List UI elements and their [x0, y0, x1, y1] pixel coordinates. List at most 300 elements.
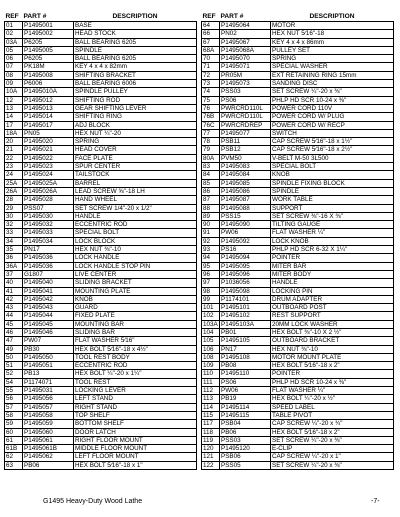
description-cell: LOCK BLOCK: [74, 237, 197, 245]
part-number-cell: PS06: [220, 96, 271, 104]
ref-cell: 98: [202, 287, 220, 295]
ref-cell: 105: [202, 337, 220, 345]
description-cell: SET SCREW ⅜"-16 X ⅜": [271, 212, 394, 220]
description-cell: HEX BOLT ¼"-20 x 1¼": [74, 370, 197, 378]
table-row: [5, 171, 197, 179]
part-number-cell: PSB04: [220, 420, 271, 428]
part-number-cell: P1495061: [23, 436, 74, 444]
part-number-cell: P1495077: [220, 129, 271, 137]
part-number-cell: P1495022: [23, 154, 74, 162]
part-number-cell: PSB11: [220, 138, 271, 146]
description-cell: TAILSTOCK: [74, 171, 197, 179]
part-number-cell: PB19: [220, 395, 271, 403]
description-cell: SET SCREW 1/4"-20 x 1/2": [74, 204, 197, 212]
ref-cell: 59: [5, 420, 23, 428]
part-number-cell: P1495025A: [23, 179, 74, 187]
table-row: [5, 387, 197, 395]
description-cell: HEX NUT ⅜"-10: [271, 345, 394, 353]
part-number-cell: PSS03: [220, 88, 271, 96]
table-row: [202, 171, 394, 179]
description-cell: SET SCREW ¼"-20 x ⅜": [271, 436, 394, 444]
table-row: [202, 121, 394, 129]
part-number-cell: PS16: [220, 246, 271, 254]
table-row: [5, 304, 197, 312]
part-number-cell: P1495043: [23, 304, 74, 312]
ref-cell: 89: [202, 212, 220, 220]
description-cell: KEY 4 x 4 x 82mm: [74, 63, 197, 71]
table-row: [5, 353, 197, 361]
table-row: [202, 96, 394, 104]
parts-table-left: [4, 13, 197, 470]
part-number-cell: P6205: [23, 55, 74, 63]
ref-cell: 13: [5, 104, 23, 112]
table-row: [5, 204, 197, 212]
part-number-cell: P1495057: [23, 403, 74, 411]
table-row: [202, 387, 394, 395]
ref-cell: 75: [202, 96, 220, 104]
ref-cell: 78: [202, 138, 220, 146]
description-cell: BASE: [74, 22, 197, 30]
table-row: [5, 262, 197, 270]
description-cell: POINTER: [271, 370, 394, 378]
part-number-cell: P1495088: [220, 204, 271, 212]
ref-cell: 36: [5, 254, 23, 262]
part-number-cell: PN17: [220, 345, 271, 353]
ref-cell: 49: [5, 345, 23, 353]
description-cell: LOCK HANDLE: [74, 254, 197, 262]
description-cell: MOUNTING BAR: [74, 320, 197, 328]
table-row: [202, 270, 394, 278]
ref-cell: 17: [5, 121, 23, 129]
part-number-cell: P1495008: [23, 71, 74, 79]
table-row: [202, 287, 394, 295]
part-number-cell: P1495005: [23, 46, 74, 54]
part-number-cell: P1495013: [23, 104, 74, 112]
part-number-cell: P1495105: [220, 337, 271, 345]
part-number-cell: P1495092: [220, 237, 271, 245]
ref-cell: 111: [202, 378, 220, 386]
part-number-cell: P1495046: [23, 328, 74, 336]
ref-cell: 118: [202, 428, 220, 436]
table-row: [202, 30, 394, 38]
table-row: [202, 312, 394, 320]
table-row: [202, 436, 394, 444]
table-row: [202, 362, 394, 370]
table-row: [5, 295, 197, 303]
part-number-cell: P1495014: [23, 113, 74, 121]
part-number-cell: P1174071: [23, 378, 74, 386]
part-number-header: PART #: [23, 13, 47, 20]
description-cell: POWER CORD W/ PLUG: [271, 113, 394, 121]
part-number-cell: PWRCRD110L: [220, 113, 271, 121]
part-number-cell: P1495050: [23, 353, 74, 361]
ref-cell: 55: [5, 387, 23, 395]
ref-cell: 18A: [5, 129, 23, 137]
ref-cell: 46: [5, 328, 23, 336]
description-cell: HEX BOLT 5⁄16"-18 x 4½": [74, 345, 197, 353]
part-number-cell: PN02: [220, 30, 271, 38]
table-row: [202, 295, 394, 303]
table-row: [202, 187, 394, 195]
table-row: [202, 22, 394, 30]
description-cell: HEX BOLT ⅜"-10 X 2 ½": [271, 328, 394, 336]
table-row: [5, 221, 197, 229]
ref-cell: 23: [5, 163, 23, 171]
ref-cell: 77: [202, 129, 220, 137]
ref-cell: 73: [202, 80, 220, 88]
description-cell: GEAR SHIFTING LEVER: [74, 104, 197, 112]
ref-cell: 28: [5, 196, 23, 204]
description-cell: LOCKING LEVER: [74, 387, 197, 395]
ref-cell: 64: [202, 22, 220, 30]
ref-cell: 58: [5, 411, 23, 419]
ref-cell: 30: [5, 212, 23, 220]
description-cell: SPECIAL WASHER: [271, 63, 394, 71]
part-number-cell: P1495064: [220, 22, 271, 30]
description-cell: SLIDING BAR: [74, 328, 197, 336]
description-cell: SPINDLE: [271, 187, 394, 195]
ref-cell: 26A: [5, 187, 23, 195]
part-number-cell: PWRCRDREP: [220, 121, 271, 129]
part-number-cell: PB06: [23, 461, 74, 469]
description-cell: V-BELT M-50 3L500: [271, 154, 394, 162]
part-number-cell: P1495023: [23, 163, 74, 171]
ref-cell: 62: [5, 453, 23, 461]
ref-cell: 61: [5, 436, 23, 444]
part-number-cell: PB01: [220, 328, 271, 336]
ref-cell: 47: [5, 337, 23, 345]
ref-cell: 01: [5, 22, 23, 30]
description-cell: LEFT STAND: [74, 395, 197, 403]
ref-cell: 54: [5, 378, 23, 386]
ref-cell: 72: [202, 71, 220, 79]
parts-table-right: [201, 13, 394, 470]
description-cell: MOTOR MOUNT PLATE: [271, 353, 394, 361]
ref-cell: 34: [5, 237, 23, 245]
description-cell: HANDLE: [74, 212, 197, 220]
table-row: [5, 146, 197, 154]
part-number-cell: P1174101: [220, 295, 271, 303]
ref-cell: 88: [202, 204, 220, 212]
table-row: [202, 154, 394, 162]
description-cell: HEAD STOCK: [74, 30, 197, 38]
table-row: [202, 411, 394, 419]
table-row: [5, 113, 197, 121]
ref-cell: 74: [202, 88, 220, 96]
description-cell: REST SUPPORT: [271, 312, 394, 320]
ref-cell: 103A: [203, 320, 218, 328]
ref-cell: 60: [5, 428, 23, 436]
table-row: [5, 55, 197, 63]
part-number-cell: PSS05: [220, 461, 271, 469]
part-number-cell: PSB06: [220, 453, 271, 461]
part-number-cell: PR05M: [220, 71, 271, 79]
description-cell: SPEED LABEL: [271, 403, 394, 411]
description-cell: BALL BEARING 6205: [74, 55, 197, 63]
description-header: DESCRIPTION: [309, 13, 355, 20]
ref-cell: 71: [202, 63, 220, 71]
ref-cell: 115: [202, 411, 220, 419]
table-row: [202, 179, 394, 187]
description-cell: LEFT FLOOR MOUNT: [74, 453, 197, 461]
ref-cell: 08: [5, 71, 23, 79]
ref-cell: 42: [5, 295, 23, 303]
table-row: [202, 370, 394, 378]
table-row: [5, 420, 197, 428]
part-number-cell: P1495028: [23, 196, 74, 204]
description-cell: BOTTOM SHELF: [74, 420, 197, 428]
part-number-cell: P1495086: [220, 187, 271, 195]
ref-cell: 91: [202, 229, 220, 237]
parts-table-right-body: [202, 22, 394, 470]
table-row: [202, 395, 394, 403]
part-number-cell: PB13: [23, 370, 74, 378]
description-cell: HEX NUT ⅜"-10: [74, 246, 197, 254]
part-number-cell: P1495085: [220, 179, 271, 187]
part-number-cell: P1495090: [220, 221, 271, 229]
ref-cell: 03A: [5, 38, 23, 46]
part-number-cell: P1495024: [23, 171, 74, 179]
table-row: [5, 270, 197, 278]
description-cell: LEAD SCREW ⅝"-18 LH: [74, 187, 197, 195]
ref-cell: 119: [202, 436, 220, 444]
table-row: [202, 88, 394, 96]
ref-cell: 83: [202, 163, 220, 171]
part-number-cell: P1495034: [23, 237, 74, 245]
part-number-cell: P1495044: [23, 312, 74, 320]
description-cell: SPINDLE PULLEY: [74, 88, 197, 96]
part-number-cell: P1495042: [23, 295, 74, 303]
description-header: DESCRIPTION: [112, 13, 158, 20]
description-cell: LOCKING PIN: [271, 287, 394, 295]
description-cell: SET SCREW ¼"-20 x ⅜": [271, 461, 394, 469]
table-row: [5, 30, 197, 38]
description-cell: GUARD: [74, 304, 197, 312]
table-header-row: [5, 13, 197, 22]
ref-cell: 99: [202, 295, 220, 303]
table-row: [5, 46, 197, 54]
table-row: [5, 461, 197, 469]
part-number-cell: P1495036: [23, 254, 74, 262]
ref-cell: 95: [202, 262, 220, 270]
part-number-header: PART #: [220, 13, 244, 20]
ref-cell: 87: [202, 196, 220, 204]
ref-cell: 76: [202, 104, 220, 112]
table-row: [202, 63, 394, 71]
table-row: [202, 403, 394, 411]
description-cell: HEX BOLT 5⁄16"-18 x 2": [271, 362, 394, 370]
ref-cell: 21: [5, 146, 23, 154]
table-row: [202, 246, 394, 254]
table-row: [5, 403, 197, 411]
part-number-cell: P1495058: [23, 411, 74, 419]
description-cell: DOOR LATCH: [74, 428, 197, 436]
ref-cell: 20: [5, 138, 23, 146]
ref-cell: 70: [202, 55, 220, 63]
part-number-cell: P1495017: [23, 121, 74, 129]
table-row: [202, 71, 394, 79]
table-row: [5, 312, 197, 320]
ref-cell: 40: [5, 279, 23, 287]
table-row: [5, 88, 197, 96]
part-number-cell: PN17: [23, 246, 74, 254]
ref-cell: 32: [5, 221, 23, 229]
table-row: [202, 320, 394, 328]
description-cell: KNOB: [74, 295, 197, 303]
table-row: [5, 138, 197, 146]
part-number-cell: P1495056: [23, 395, 74, 403]
part-number-cell: P1495033: [23, 229, 74, 237]
ref-cell: 93: [202, 246, 220, 254]
part-number-cell: PB30: [23, 345, 74, 353]
table-row: [5, 163, 197, 171]
table-row: [5, 453, 197, 461]
ref-cell: 50: [5, 353, 23, 361]
table-row: [5, 254, 197, 262]
ref-cell: 33: [5, 229, 23, 237]
ref-cell: 110: [202, 370, 220, 378]
table-row: [5, 38, 197, 46]
description-cell: FLAT WASHER ¼": [271, 229, 394, 237]
ref-cell: 68A: [202, 46, 220, 54]
part-number-cell: PW07: [23, 337, 74, 345]
ref-cell: 90: [202, 221, 220, 229]
table-row: [202, 55, 394, 63]
description-cell: ECCENTRIC ROD: [74, 221, 197, 229]
ref-cell: 10A: [5, 88, 23, 96]
description-cell: TABLE PIVOT: [271, 411, 394, 419]
ref-cell: 57: [5, 403, 23, 411]
ref-cell: 51: [5, 362, 23, 370]
table-row: [5, 154, 197, 162]
ref-cell: 22: [5, 154, 23, 162]
ref-cell: 101: [202, 304, 220, 312]
table-row: [202, 353, 394, 361]
table-row: [5, 428, 197, 436]
description-cell: SWITCH: [271, 129, 394, 137]
table-row: [5, 104, 197, 112]
description-cell: TILTING GAUGE: [271, 221, 394, 229]
part-number-cell: PB06: [220, 428, 271, 436]
ref-cell: 25A: [5, 179, 23, 187]
part-number-cell: P1495110: [220, 370, 271, 378]
ref-cell: 117: [202, 420, 220, 428]
description-cell: MOTOR: [271, 22, 394, 30]
description-cell: SPRING: [74, 138, 197, 146]
description-cell: PULLEY SET: [271, 46, 394, 54]
description-cell: TOP SHELF: [74, 411, 197, 419]
table-row: [202, 237, 394, 245]
ref-cell: 85: [202, 179, 220, 187]
ref-cell: 02: [5, 30, 23, 38]
table-row: [5, 279, 197, 287]
part-number-cell: P1495040: [23, 279, 74, 287]
table-row: [5, 328, 197, 336]
ref-cell: 24: [5, 171, 23, 179]
description-cell: LOCK HANDLE STOP PIN: [74, 262, 197, 270]
description-cell: HAND WHEEL: [74, 196, 197, 204]
part-number-cell: P1495020: [23, 138, 74, 146]
part-number-cell: P1495036: [23, 262, 74, 270]
ref-cell: 76C: [202, 121, 220, 129]
part-number-cell: P1495032: [23, 221, 74, 229]
part-number-cell: PSS03: [220, 436, 271, 444]
description-cell: HEX BOLT ¼"-20 x ½": [271, 395, 394, 403]
ref-cell: 09: [5, 80, 23, 88]
table-row: [202, 461, 394, 469]
description-cell: POINTER: [271, 254, 394, 262]
part-number-cell: P1495120: [220, 445, 271, 453]
part-number-cell: PW06: [220, 229, 271, 237]
parts-table-left-body: [5, 22, 197, 470]
description-cell: SPINDLE FIXING BLOCK: [271, 179, 394, 187]
ref-cell: 43: [5, 304, 23, 312]
ref-cell: 120: [202, 445, 220, 453]
ref-cell: 35: [5, 246, 23, 254]
ref-cell: 112: [202, 387, 220, 395]
table-header-row: [202, 13, 394, 22]
part-number-cell: P1495087: [220, 196, 271, 204]
table-row: [5, 395, 197, 403]
table-row: [202, 212, 394, 220]
part-number-cell: P1495102: [220, 312, 271, 320]
table-row: [202, 146, 394, 154]
description-cell: SPECIAL BOLT: [74, 229, 197, 237]
description-cell: SPUR CENTER: [74, 163, 197, 171]
table-row: [202, 328, 394, 336]
ref-cell: 96: [202, 270, 220, 278]
table-row: [202, 378, 394, 386]
part-number-cell: PWRCRD110L: [220, 104, 271, 112]
table-row: [5, 179, 197, 187]
ref-cell: 86: [202, 187, 220, 195]
description-cell: E-CLIP: [271, 445, 394, 453]
part-number-cell: P1495030: [23, 212, 74, 220]
description-cell: CAP SCREW ¼"-20 x 1": [271, 453, 394, 461]
ref-cell: 92: [202, 237, 220, 245]
description-cell: SHIFTING RING: [74, 113, 197, 121]
table-row: [202, 221, 394, 229]
ref-header: REF: [5, 13, 19, 20]
table-row: [202, 80, 394, 88]
part-number-cell: PVM50: [220, 154, 271, 162]
description-cell: SET SCREW ¼"-20 x ⅜": [271, 88, 394, 96]
part-number-cell: P1495031: [23, 387, 74, 395]
table-row: [202, 104, 394, 112]
description-cell: CAP SCREW 5⁄16"-18 x 2½": [271, 146, 394, 154]
ref-cell: 61B: [5, 445, 23, 453]
description-cell: FLAT WASHER ¼": [271, 387, 394, 395]
ref-cell: 14: [5, 113, 23, 121]
description-cell: SHIFTING BRACKET: [74, 71, 197, 79]
part-number-cell: G1807: [23, 270, 74, 278]
table-row: [5, 246, 197, 254]
table-row: [202, 129, 394, 137]
table-row: [202, 138, 394, 146]
table-row: [5, 196, 197, 204]
part-number-cell: P1495084: [220, 171, 271, 179]
part-number-cell: P1495095: [220, 262, 271, 270]
description-cell: BARREL: [74, 179, 197, 187]
description-cell: WORK TABLE: [271, 196, 394, 204]
part-number-cell: P1495101: [220, 304, 271, 312]
ref-cell: 06: [5, 55, 23, 63]
description-cell: LIVE CENTER: [74, 270, 197, 278]
table-row: [202, 345, 394, 353]
description-cell: POWER CORD W/ RECP: [271, 121, 394, 129]
part-number-cell: P1495098: [220, 287, 271, 295]
part-number-cell: P1495068A: [220, 46, 271, 54]
